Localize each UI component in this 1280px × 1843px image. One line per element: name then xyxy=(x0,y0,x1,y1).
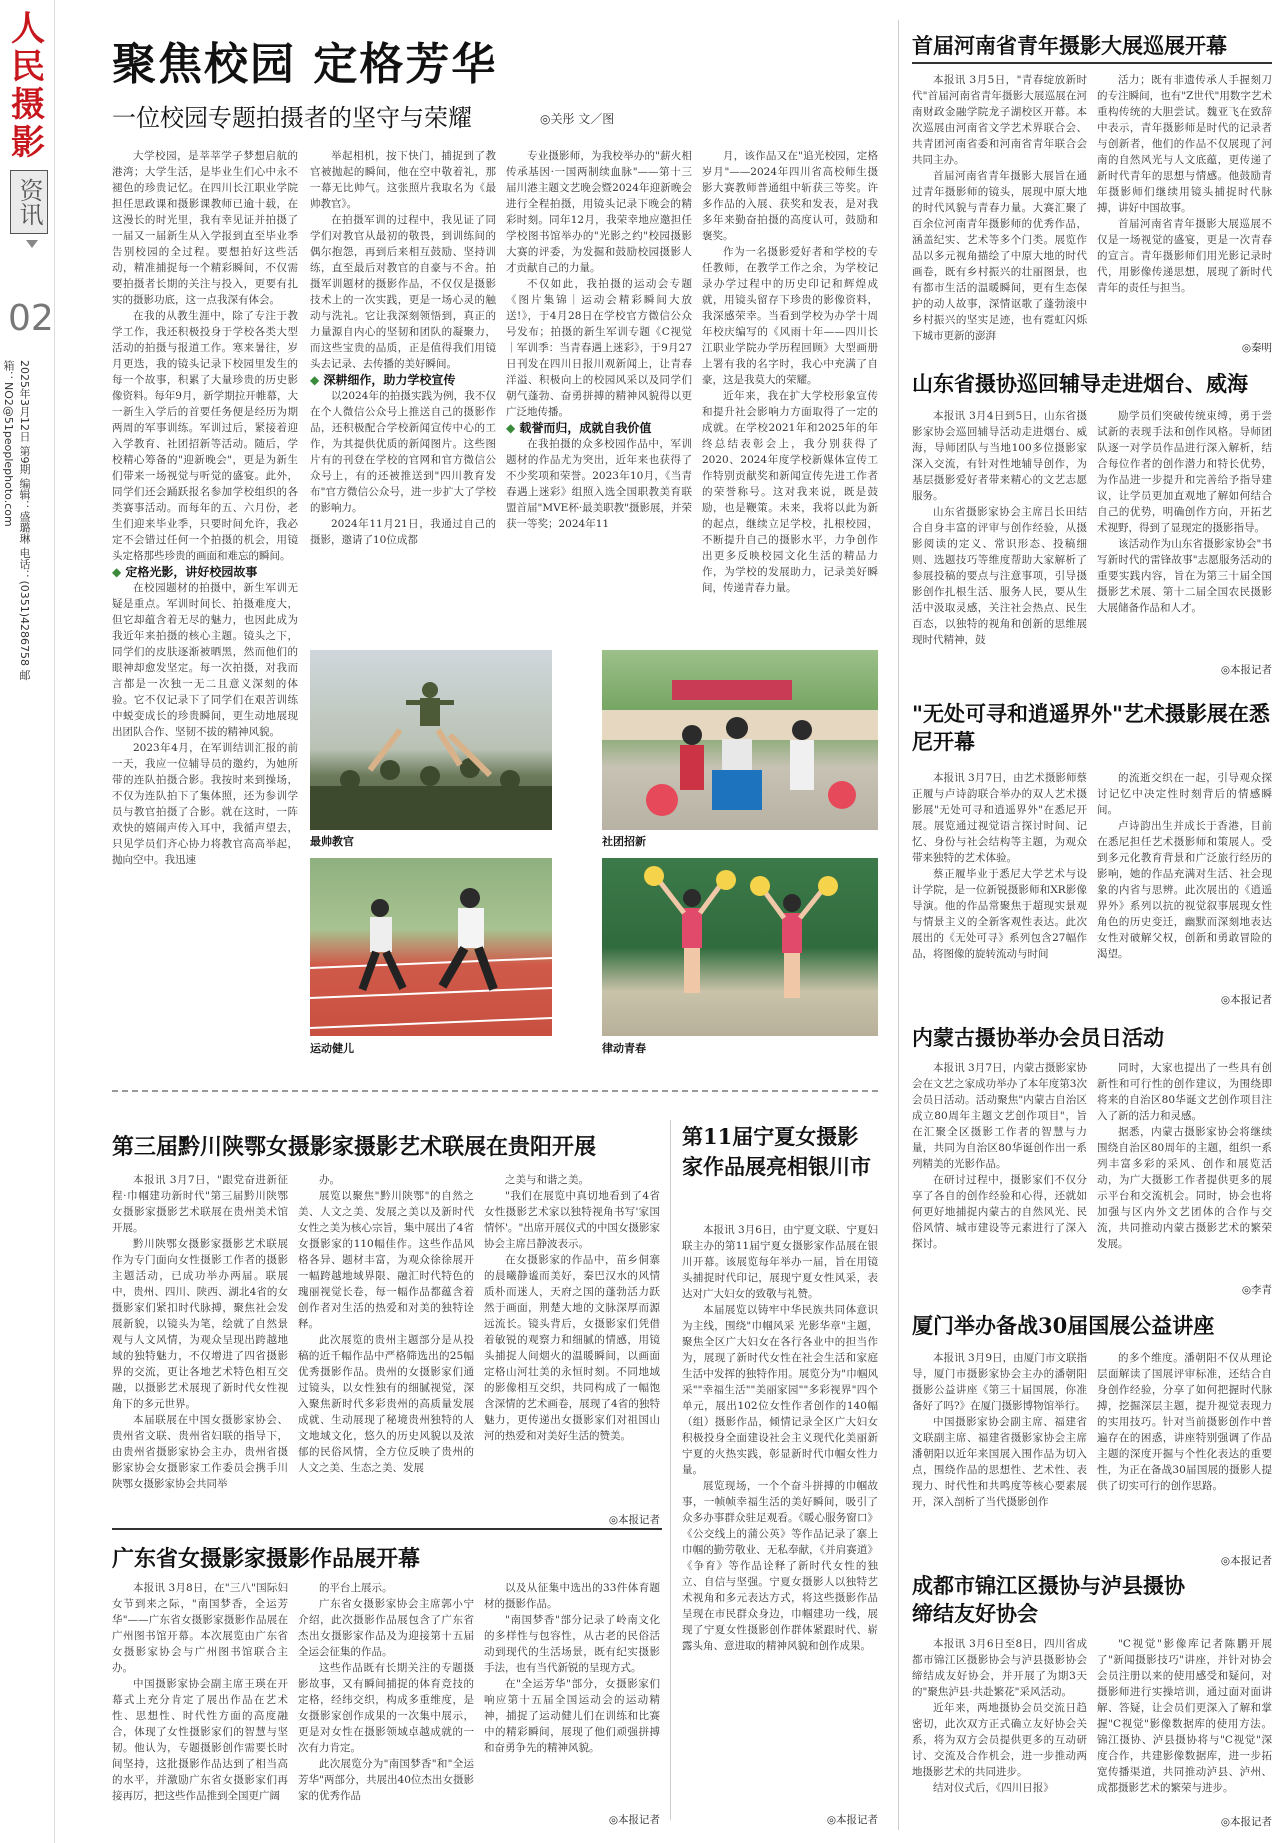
logo-char: 影 xyxy=(11,123,45,163)
article-column xyxy=(484,1172,660,1512)
paragraph: 大学校园，是莘莘学子梦想启航的港湾；大学生活，是毕业生们心中永不褪色的珍贵记忆。在四川长江职业学院担任思政课和摄影课教师已逾十载，在这漫长的时光里，我有幸见证并拍摄了一届又一届新生从入学报到直至毕业季告别校园的全过程。要想拍好这些活动，精准捕捉每一个精彩瞬间，不仅需要拍摄者长期的关注与投入，更要有扎实的摄影功底，这一点我深有体会。 xyxy=(112,150,298,306)
diamond-icon: ◆ xyxy=(112,565,122,579)
paragraph: 本报讯 3月8日，在"三八"国际妇女节到来之际，"南国梦香，全运芳华"——广东省女摄影家摄影作品展在广州图书馆开幕。本次展览由广东省女摄影家协会与广州图书馆联合主办。 xyxy=(112,1582,288,1674)
photo-military-training xyxy=(310,650,552,830)
paragraph: 在拍摄军训的过程中，我见证了同学们对教官从最初的敬畏，到训练间的偶尔抱怨，再到后来相互鼓励、坚持训练，直至最后对教官的自豪与不舍。拍摄军训题材的摄影作品，不仅仅是摄影技术上的一次实践，更是一场心灵的触动与洗礼。它让我深刻领悟到，真正的力量源自内心的坚韧和团队的凝聚力，而这些宝贵的品质，正是值得我们用镜头去记录、去传播的美好瞬间。 xyxy=(310,214,496,370)
divider xyxy=(670,1120,671,1820)
paragraph: 展览现场，一个个奋斗拼搏的巾帼故事，一帧帧幸福生活的美好瞬间，吸引了众多办事群众驻足观看。《暖心服务窗口》《公交线上的蒲公英》等作品记录了寨上巾帼的勤劳敬业、无私奉献，《并肩赛道》《争育》等作品诠释了新时代女性的独立、自信与坚强。宁夏女摄影人以独特艺术视角和多元表达方式，将这些摄影作品呈现在市民群众身边，巾帼建功一线，展现了宁夏女性摄影创作群体紧跟时代、崭露头角、意进取的精神风貌和创作成果。 xyxy=(682,1480,878,1652)
photo-content xyxy=(602,858,878,1036)
paragraph: 之美与和谐之美。 xyxy=(505,1174,589,1186)
article-column xyxy=(112,1172,288,1512)
paragraph: 蔡正履毕业于悉尼大学艺术与设计学院，是一位新锐摄影师和XR影像导演。他的作品常聚焦于超现实景观与情景主义的全新客观性表达。此次展出的《无处可寻》系列包含27幅作品，将图像的旋转流动与时间 xyxy=(912,868,1087,960)
photo-content xyxy=(310,858,552,1036)
divider xyxy=(112,1090,878,1092)
article-column xyxy=(912,72,1087,342)
paragraph: 黔川陕鄂女摄影家摄影艺术联展作为专门面向女性摄影工作者的摄影主题活动，已成功举办两届。联展中，贵州、四川、陕西、湖北4省的女摄影家们紧扣时代脉搏，聚焦社会发展新貌，以镜头为笔，绘就了自然景观与人文风情，为观众呈现出跨越地域的独特魅力，不仅增进了四省摄影界的交流，更让各地艺术特色相互交融，以摄影艺术展现了新时代女性视角下的多元世界。 xyxy=(112,1238,288,1410)
paragraph: 在研讨过程中，摄影家们不仅分享了各自的创作经验和心得，还就如何更好地捕捉内蒙古的自然风光、民俗风情、城市建设等元素进行了深入探讨。 xyxy=(912,1174,1087,1250)
paragraph: 励学员们突破传统束缚，勇于尝试新的表现手法和创作风格。导师团队逐一对学员作品进行深入解析，结合每位作者的创作潜力和特长优势，为作品进一步提升和完善给予指导建议，让学员更加直观地了解如何结合自己的优势，明确创作方向，开拓艺术视野，得到了显现定的摄影指导。 xyxy=(1097,410,1272,534)
photo-club-recruiting xyxy=(602,650,878,830)
paragraph: 作为一名摄影爱好者和学校的专任教师，在教学工作之余，为学校记录办学过程中的历史印记和辉煌成就，用镜头留存下珍贵的影像资料，我深感荣幸。当看到学校为办学十周年校庆编写的《风雨十年——四川长江职业学院办学历程回顾》大型画册上署有我的名字时，我心中充满了自豪，这是我莫大的荣耀。 xyxy=(702,246,878,386)
article-column xyxy=(1097,72,1272,342)
paragraph: 首届河南省青年摄影大展旨在通过青年摄影师的镜头，展现中原大地的时代风貌与青春力量。大赛汇聚了百余位河南青年摄影师的优秀作品，涵盖纪实、艺术等多个门类。展览作品以多元视角描绘了中原大地的时代画卷，既有乡村振兴的壮丽图景，也有都市生活的温暖瞬间，更有生态保护的动人故事，深情讴歌了蓬勃滚中乡村振兴的坚实足迹，也有霓虹闪烁下城市更新的澎湃 xyxy=(912,170,1087,342)
article-column xyxy=(912,770,1087,1010)
article-title: "无处可寻和逍遥界外"艺术摄影展在悉尼开幕 xyxy=(912,701,1270,754)
article-column xyxy=(1097,1060,1272,1285)
photo-athletes xyxy=(310,858,552,1036)
paragraph: 以2024年的拍摄实践为例，我不仅在个人微信公众号上推送自己的摄影作品，还积极配合学校新闻宣传中心的工作，为其提供优质的新闻图片。这些图片有的刊登在学校的官网和官方微信公众号上，有的还被推送到"四川教育发布"官方微信公众号，进一步扩大了学校的影响力。 xyxy=(310,390,496,514)
photo-cheer xyxy=(602,858,878,1036)
divider xyxy=(54,0,55,1843)
photo-caption: 律动青春 xyxy=(602,1042,646,1055)
paragraph: 月，该作品又在"追光校园，定格岁月"——2024年四川省高校师生摄影大赛教师普通组中斩获三等奖。许多作品的入展、获奖和发表，是对我多年来勤奋拍摄的高度认可，鼓励和褒奖。 xyxy=(702,150,878,242)
section-label xyxy=(10,170,48,234)
article-title: 广东省女摄影家摄影作品展开幕 xyxy=(112,1546,421,1572)
article-title: 第三届黔川陕鄂女摄影家摄影艺术联展在贵阳开展 xyxy=(112,1134,597,1160)
paragraph: 本报讯 3月6日至8日，四川省成都市锦江区摄影协会与泸县摄影协会缔结成友好协会，并开展了为期3天的"聚焦泸县·共赴繁花"采风活动。 xyxy=(912,1638,1087,1698)
paragraph: 结对仪式后，《四川日报》 xyxy=(933,1782,1054,1794)
article-title: 山东省摄协巡回辅导走进烟台、威海 xyxy=(912,371,1248,396)
paragraph: 同时，大家也提出了一些具有创新性和可行性的创作建议，为围绕即将来的自治区80华诞文艺创作项目注入了新的活力和灵感。 xyxy=(1097,1062,1272,1122)
paragraph: 在女摄影家的作品中，苗乡侗寨的晨曦静谧而美好，秦巴汉水的风情质朴而迷人，天府之国的蓬勃活力跃然于画面，荆楚大地的文脉深厚而源远流长。镜头背后，女摄影家们凭借着敏锐的观察力和细腻的情感，用镜头捕捉人间烟火的温暖瞬间，以画面定格山河壮美的永恒时刻。不同地域的影像相互交织，共同构成了一幅饱含深情的艺术画卷，展现了4省的独特魅力，更传递出女摄影家们对祖国山河的热爱和对美好生活的赞美。 xyxy=(484,1254,660,1442)
article-signature: ◎本报记者 xyxy=(608,1814,660,1826)
divider xyxy=(912,62,1272,64)
paragraph: 2024年11月21日，我通过自己的摄影，邀请了10位成都 xyxy=(310,518,496,546)
article-signature: ◎本报记者 xyxy=(608,1514,660,1526)
photo-caption: 社团招新 xyxy=(602,835,646,848)
paragraph: 以及从征集中选出的33件体育题材的摄影作品。 xyxy=(484,1582,660,1610)
logo-char: 人 xyxy=(11,9,45,49)
paragraph: 卢诗韵出生并成长于香港，目前在悉尼担任艺术摄影师和策展人。受到多元化教育背景和广泛旅行经历的影响，她的作品充满对生活、社会现象的内省与思辨。此次展出的《逍遥界外》系列以抗的视觉叙事展现女性角色的历史变迁，幽默而深刻地表达女性对破解父权，创新和勇敢冒险的渴望。 xyxy=(1097,820,1272,960)
page-title: 聚焦校园 定格芳华 xyxy=(112,39,498,90)
lead-column-1 xyxy=(112,148,298,1050)
paragraph: 首届河南省青年摄影大展巡展不仅是一场视觉的盛宴，更是一次青春的宣言。青年摄影师们用光影记录时代，用影像传递思想，展现了新时代青年的责任与担当。 xyxy=(1097,218,1272,294)
article-column xyxy=(112,1580,288,1825)
paragraph: "C视觉"影像库记者陈鹏开展了"新闻摄影技巧"讲座，并针对协会会员注册以来的使用感受和疑问，对摄影师进行实操培训，通过面对面讲解、答疑，让会员们更深入了解和掌握"C视觉"影像数据库的使用方法。锦江摄协、泸县摄协将与"C视觉"深度合作，共建影像数据库，进一步拓宽传播渠道，共同推动泸县、泸州、成都摄影艺术的繁荣与进步。 xyxy=(1097,1638,1272,1794)
section-name: 资讯 xyxy=(15,178,43,226)
diamond-icon: ◆ xyxy=(506,421,516,435)
paragraph: 这些作品既有长期关注的专题摄影故事，又有瞬间捕捉的体育竞技的定格，经纬交织，构成多重维度，是女摄影家创作成果的一次集中展示，更是对女性在摄影领域卓越成就的一次有力肯定。 xyxy=(298,1662,474,1754)
photo-caption: 最帅教官 xyxy=(310,835,354,848)
paragraph: 在"全运芳华"部分，女摄影家们响应第十五届全国运动会的运动精神，捕捉了运动健儿们在训练和比赛中的精彩瞬间，展现了他们顽强拼搏和奋勇争先的精神风貌。 xyxy=(484,1678,660,1754)
article-signature: ◎本报记者 xyxy=(1220,664,1272,676)
article-title: 首届河南省青年摄影大展巡展开幕 xyxy=(912,33,1227,58)
paragraph: 本报讯 3月7日，内蒙古摄影家协会在文艺之家成功举办了本年度第3次会员日活动。活动聚焦"内蒙古自治区成立80周年主题文艺创作项目"，旨在汇聚全区摄影工作者的智慧与力量，共同为自治区80华诞创作出一系列精美的光影作品。 xyxy=(912,1062,1087,1170)
logo-char: 摄 xyxy=(11,85,45,125)
divider xyxy=(898,20,899,1830)
diamond-icon: ◆ xyxy=(310,373,320,387)
paragraph: 的平台上展示。 xyxy=(319,1582,393,1594)
masthead-logo xyxy=(8,9,48,163)
article-signature: ◎李青 xyxy=(1241,1284,1272,1296)
paragraph: 办。 xyxy=(319,1174,340,1186)
subhead-text: 深耕细作，助力学校宣传 xyxy=(323,373,456,387)
paragraph: 展览以聚焦"黔川陕鄂"的自然之美、人文之美、发展之美以及新时代女性之美为核心宗旨，集中展出了4省女摄影家的110幅佳作。这些作品风格各异、题材丰富，为观众徐徐展开一幅跨越地域界限、融汇时代特色的瑰丽视觉长卷，每一幅作品都蕴含着创作者对生活的热爱和对美的独特诠释。 xyxy=(298,1190,474,1330)
section-subhead xyxy=(310,372,496,388)
article-title: 成都市锦江区摄协与泸县摄协缔结友好协会 xyxy=(912,1573,1185,1626)
photo-content xyxy=(310,650,552,830)
article-signature: ◎本报记者 xyxy=(1220,994,1272,1006)
article-signature: ◎本报记者 xyxy=(1220,1816,1272,1828)
article-column xyxy=(1097,1636,1272,1812)
section-subhead xyxy=(112,564,298,580)
article-column xyxy=(912,408,1087,670)
article-column xyxy=(912,1636,1087,1826)
paragraph: 此次展览的贵州主题部分是从投稿的近千幅作品中严格筛选出的25幅优秀摄影作品。贵州的女摄影家们通过镜头，以女性独有的细腻视觉，深入聚焦新时代多彩贵州的高质量发展成就、生动展现了秘境贵州独特的人文地域文化，悠久的历史风貌以及浓郁的民俗风情，全方位反映了贵州的人文之美、生态之美、发展 xyxy=(298,1334,474,1474)
article-signature: ◎本报记者 xyxy=(826,1814,878,1826)
chevron-down-icon xyxy=(26,240,38,248)
article-column xyxy=(682,1222,878,1812)
paragraph: "南国梦香"部分记录了岭南文化的多样性与包容性，从古老的民俗活动到现代的生活场景，既有纪实摄影手法，也有当代新锐的呈现方式。 xyxy=(484,1614,660,1674)
paragraph: 据悉，内蒙古摄影家协会将继续围绕自治区80周年的主题，组织一系列丰富多彩的采风、创作和展览活动，为广大摄影工作者提供更多的展示平台和交流机会。同时，协会也将加强与区内外文艺团体的合作与交流，共同推动内蒙古摄影艺术的繁荣发展。 xyxy=(1097,1126,1272,1250)
byline: ◎关彤 文／图 xyxy=(540,112,615,126)
page-subtitle: 一位校园专题拍摄者的坚守与荣耀 xyxy=(112,104,472,132)
section-subhead xyxy=(506,420,692,436)
article-column xyxy=(912,1350,1087,1565)
paragraph: 山东省摄影家协会主席吕长田结合自身丰富的评审与创作经验，从摄影阅读的定义、常识形态、投稿细则、选题技巧等维度帮助大家解析了参展投稿的要点与注意事项，引导摄影创作扎根生活、服务人民，要从生活中汲取灵感，关注社会热点、民生百态，以独特的视角和创新的思维展现时代精神，鼓 xyxy=(912,506,1087,646)
paragraph: 本报讯 3月5日，"青春绽放新时代"首届河南省青年摄影大展巡展在河南财政金融学院龙子湖校区开幕。本次巡展由河南省文学艺术界联合会、共青团河南省委和河南省青年联合会共同主办。 xyxy=(912,74,1087,166)
article-title: 第11届宁夏女摄影家作品展亮相银川市 xyxy=(682,1124,871,1179)
paragraph: 本报讯 3月4日到5日，山东省摄影家协会巡回辅导活动走进烟台、威海，导师团队与当地100多位摄影家深入交流，有针对性地辅导创作，为基层摄影爱好者带来精心的文艺志愿服务。 xyxy=(912,410,1087,502)
paragraph: 本届联展在中国女摄影家协会、贵州省文联、贵州省妇联的指导下，由贵州省摄影家协会主办，贵州省摄影家协会女摄影家工作委员会携手川陕鄂女摄影家协会共同举 xyxy=(112,1414,288,1490)
paragraph: 的多个维度。潘朝阳不仅从理论层面解读了国展评审标准，还结合自身创作经验，分享了如何把握时代脉搏，挖掘深层主题，提升视觉表现力的实用技巧。针对当前摄影创作中普遍存在的困惑，讲座特别强调了作品主题的深度开掘与个性化表达的重要性，为正在备战30届国展的摄影人提供了切实可行的创作思路。 xyxy=(1097,1352,1272,1492)
article-signature: ◎秦明 xyxy=(1241,342,1272,354)
article-column xyxy=(912,1060,1087,1295)
lead-column-3 xyxy=(506,148,692,638)
issue-meta: 2025年3月12日 第9期 编辑：盛璐琳 电话：(0351)4286758 邮箱：NO2@51peoplephoto.com xyxy=(2,360,31,681)
photo-content xyxy=(602,650,878,830)
photo-caption: 运动健儿 xyxy=(310,1042,354,1055)
paragraph: 在我拍摄的众多校园作品中，军训题材的作品尤为突出，近年来也获得了不少奖项和荣誉。2023年10月，《当青春遇上迷彩》组照入选全国职教美育联盟首届"MVE杯·最美职教"摄影展，并荣获一等奖；2024年11 xyxy=(506,438,692,530)
paragraph: 近年来，两地摄协会员交流日趋密切，此次双方正式确立友好协会关系，将为双方会员提供更多的互动研讨、交流及合作机会，进一步推动两地摄影艺术的共同进步。 xyxy=(912,1702,1087,1778)
article-column xyxy=(484,1580,660,1810)
paragraph: 的流逝交织在一起，引导观众探讨记忆中决定性时刻背后的情感瞬间。 xyxy=(1097,772,1272,816)
paragraph: 中国摄影家协会副主席王瑛在开幕式上充分肯定了展出作品在艺术性、思想性、时代性方面的高度融合，体现了女性摄影家们的智慧与坚韧。他认为，专题摄影创作需要长时间坚持，这批摄影作品达到了相当高的水平，并激励广东省女摄影家们再接再厉，把这些作品推到全国更广阔 xyxy=(112,1678,288,1802)
paragraph: 本届展览以铸牢中华民族共同体意识为主线，围绕"巾帼风采 光影华章"主题，聚焦全区广大妇女在各行各业中的担当作为，展现了新时代女性在社会生活和家庭生活中发挥的独特作用。展览分为"巾帼风采""幸福生活""美丽家园""多彩视界"四个单元，展出102位女性作者创作的140幅（组）摄影作品，倾情记录全区广大妇女积极投身全面建设社会主义现代化美丽新宁夏的火热实践，彰显新时代巾帼女性力量。 xyxy=(682,1304,878,1476)
paragraph: 本报讯 3月7日，"跟党奋进新征程·巾帼建功新时代"第三届黔川陕鄂女摄影家摄影艺术联展在贵州美术馆开展。 xyxy=(112,1174,288,1234)
paragraph: 活力；既有非遗传承人手握刻刀的专注瞬间，也有"Z世代"用数字艺术重构传统的大胆尝试。魏亚飞在致辞中表示，青年摄影师是时代的记录者与创新者，他们的作品不仅展现了河南的自然风光与人文底蕴，更传递了新时代青年的思想与情感。他鼓励青年摄影师们继续用镜头捕捉时代脉搏，讲好中国故事。 xyxy=(1097,74,1272,214)
paragraph: 本报讯 3月9日，由厦门市文联指导，厦门市摄影家协会主办的潘朝阳摄影公益讲座《第三十届国展，你准备好了吗?》在厦门摄影博物馆举行。 xyxy=(912,1352,1087,1412)
logo-char: 民 xyxy=(11,47,45,87)
paragraph: 专业摄影师，为我校举办的"薪火相传承基因·一国两制续血脉"——第十三届川港主题文艺晚会暨2024年迎新晚会进行全程拍摄，用镜头记录下晚会的精彩时刻。同年12月，我荣幸地应邀担任学校图书馆举办的"光影之约"校园摄影大赛的评委，为发掘和鼓励校园摄影人才贡献自己的力量。 xyxy=(506,150,692,274)
article-column xyxy=(298,1580,474,1825)
paragraph: 本报讯 3月7日，由艺术摄影师蔡正履与卢诗韵联合举办的双人艺术摄影展"无处可寻和逍遥界外"在悉尼开展。展览通过视觉语言探讨时间、记忆、身份与社会结构等主题，为观众带来独特的艺术体验。 xyxy=(912,772,1087,864)
paragraph: 2023年4月，在军训结训汇报的前一天，我应一位辅导员的邀约，为她所带的连队拍摄合影。我按时来到操场，不仅为连队拍下了集体照，还为参训学员与教官拍摄了合影。就在这时，一阵欢快的嬉闹声传入耳中，我循声望去，只见学员们齐心协力将教官高高举起，抛向空中。我迅速 xyxy=(112,742,298,866)
article-title: 内蒙古摄协举办会员日活动 xyxy=(912,1025,1164,1050)
paragraph: 广东省女摄影家协会主席郭小宁介绍，此次摄影作品展包含了广东省杰出女摄影家作品及为迎接第十五届全运会征集的作品。 xyxy=(298,1598,474,1658)
subhead-text: 定格光影，讲好校园故事 xyxy=(125,565,258,579)
divider xyxy=(112,1528,662,1530)
paragraph: 在我的从教生涯中，除了专注于教学工作，我还积极投身于学校各类大型活动的拍摄与报道工作。寒来暑往，岁月更迭，我的镜头记录下校园里发生的每一个故事，积累了大量珍贵的历史影像资料。每年9月，新学期拉开帷幕，大一新生入学后的首要任务便是经历为期两周的军事训练。军训过后，紧接着迎入学教育、社团招新等活动。随后，学校精心筹备的"迎新晚会"，更是为新生们带来一场视觉与听觉的盛宴。此外，同学们还会踊跃报名参加学校组织的各类赛事活动。而每年的五、六月份，老生们迎来毕业季，只要时间允许，我必定不会错过任何一个拍摄的机会，用镜头定格那些珍贵的画面和难忘的瞬间。 xyxy=(112,310,298,562)
article-column xyxy=(1097,770,1272,995)
paragraph: 此次展览分为"南国梦香"和"全运芳华"两部分，共展出40位杰出女摄影家的优秀作品 xyxy=(298,1758,474,1802)
article-title: 厦门举办备战30届国展公益讲座 xyxy=(912,1313,1215,1338)
paragraph: 近年来，我在扩大学校形象宣传和提升社会影响力方面取得了一定的成就。在学校2021年和2025年的年终总结表彰会上，我分别获得了2020、2024年度学校新媒体宣传工作特别贡献奖和新闻宣传先进工作者的荣誉称号。这对我来说，既是鼓励，也是鞭策。未来，我将以此为新的起点，继续立足学校，扎根校园，不断提升自己的摄影水平，力争创作出更多反映校园文化生活的精品力作，为学校的发展助力，记录美好瞬间，传递青春力量。 xyxy=(702,390,878,594)
lead-column-4 xyxy=(702,148,878,638)
paragraph: 在校园题材的拍摄中，新生军训无疑是重点。军训时间长、拍摄难度大，但它却蕴含着无尽的魅力，也因此成为我近年来拍摄的核心主题。镜头之下，同学们的皮肤逐渐被晒黑，然而他们的眼神却愈发坚定。每一次拍摄，对我而言都是一次独一无二且意义深刻的体验。它不仅记录下了同学们在艰苦训练中蜕变成长的珍贵瞬间，更生动地展现出团队合作、坚韧不拔的精神风貌。 xyxy=(112,582,298,738)
subhead-text: 载誉而归，成就自我价值 xyxy=(519,421,652,435)
lead-column-2 xyxy=(310,148,496,638)
paragraph: 本报讯 3月6日，由宁夏文联、宁夏妇联主办的第11届宁夏女摄影家作品展在银川开幕。该展览每年举办一届，旨在用镜头捕捉时代印记，展现宁夏女性风采，表达对广大妇女的致敬与礼赞。 xyxy=(682,1224,878,1300)
paragraph: 不仅如此，我拍摄的运动会专题《图片集锦｜运动会精彩瞬间大放送!》，于4月28日在学校官方微信公众号发布；拍摄的新生军训专题《C视觉｜军训季：当青春遇上迷彩》，于9月27日刊发在四川日报川观新闻上，让青春洋溢、积极向上的校园风采以及同学们朝气蓬勃、奋勇拼搏的精神风貌得以更广泛地传播。 xyxy=(506,278,692,418)
paragraph: "我们在展览中真切地看到了4省女性摄影艺术家以独特视角书写'家国情怀'。"出席开展仪式的中国女摄影家协会主席吕静波表示。 xyxy=(484,1190,660,1250)
article-column xyxy=(1097,1350,1272,1550)
paragraph: 该活动作为山东省摄影家协会"书写新时代的雷锋故事"志愿服务活动的重要实践内容，旨在为第三十届全国摄影艺术展、第十二届全国农民摄影大展储备作品和人才。 xyxy=(1097,538,1272,614)
article-signature: ◎本报记者 xyxy=(1220,1555,1272,1567)
page-number: 02 xyxy=(8,298,54,339)
paragraph: 中国摄影家协会副主席、福建省文联副主席、福建省摄影家协会主席潘朝阳以近年来国展入围作品为切入点，围绕作品的思想性、艺术性、表现力、时代性和共鸣度等核心要素展开，深入剖析了当代摄影创作 xyxy=(912,1416,1087,1508)
article-column xyxy=(1097,408,1272,658)
paragraph: 举起相机，按下快门，捕捉到了教官被抛起的瞬间，他在空中敬着礼，那一幕无比帅气。这张照片我取名为《最帅教官》。 xyxy=(310,150,496,210)
article-column xyxy=(298,1172,474,1512)
